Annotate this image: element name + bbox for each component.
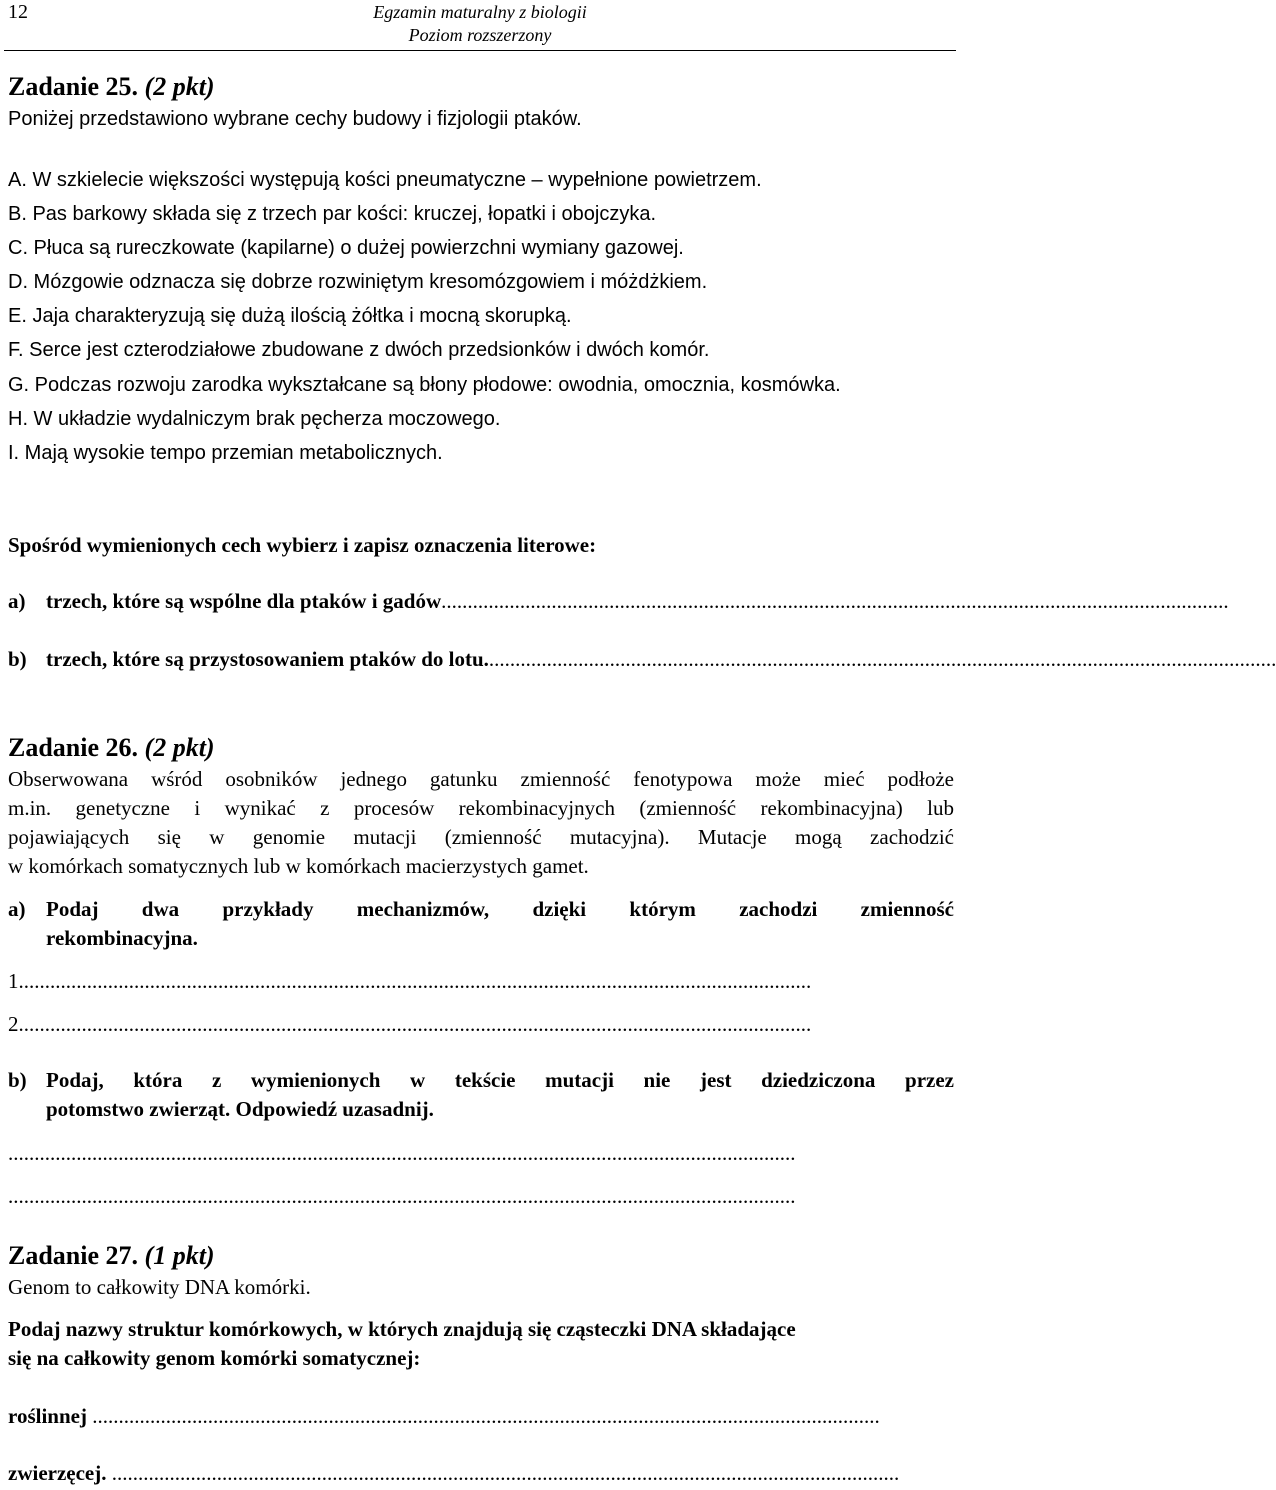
task-27-heading [8, 1241, 215, 1271]
task-26-question-b-label: b) [8, 1068, 27, 1092]
task-27-instruction-line-2: się na całkowity genom komórki somatycznej: [8, 1346, 421, 1370]
feature-h: H. W układzie wydalniczym brak pęcherza moczowego. [8, 408, 501, 430]
task-26-answer-1 [8, 967, 954, 995]
task-26-title: Zadanie 26. [8, 733, 139, 762]
answer-2-label: 2. [8, 1012, 24, 1036]
header-divider [4, 50, 956, 51]
task-26-answer-b-line-2 [8, 1182, 954, 1210]
feature-e: E. Jaja charakteryzują się dużą ilością żółtka i mocną skorupką. [8, 305, 572, 327]
plant-cell-field[interactable]: ...................................................................................................................................................... [92, 1404, 880, 1428]
answer-b-field-1[interactable]: ...................................................................................................................................................... [8, 1141, 796, 1165]
task-25-question-b [8, 645, 1276, 673]
animal-cell-label: zwierzęcej. [8, 1461, 107, 1485]
task-25-heading [8, 72, 215, 102]
task-26-question-a-label: a) [8, 897, 26, 921]
task-26-paragraph-line-4: w komórkach somatycznych lub w komórkach macierzystych gamet. [8, 854, 589, 878]
answer-1-field[interactable]: ...................................................................................................................................................... [23, 969, 812, 993]
task-26-answer-b-line-1 [8, 1139, 954, 1167]
task-26-paragraph-line-3: pojawiających się w genomie mutacji (zmienność mutacyjna). Mutacje mogą zachodzić [8, 825, 954, 849]
task-26-question-b-line-1: Podaj, która z wymienionych w tekście mutacji nie jest dziedziczona przez [46, 1068, 954, 1092]
answer-1-label: 1. [8, 969, 24, 993]
exam-title: Egzamin maturalny z biologii [373, 2, 587, 22]
answer-b-field-2[interactable]: ...................................................................................................................................................... [8, 1184, 796, 1208]
question-a-text: trzech, które są wspólne dla ptaków i gadów [46, 589, 442, 613]
feature-f: F. Serce jest czterodziałowe zbudowane z dwóch przedsionków i dwóch komór. [8, 339, 710, 361]
feature-a: A. W szkielecie większości występują kości pneumatyczne – wypełnione powietrzem. [8, 169, 762, 191]
task-25-intro: Poniżej przedstawiono wybrane cechy budowy i fizjologii ptaków. [8, 108, 582, 130]
task-27-instruction-line-1: Podaj nazwy struktur komórkowych, w których znajdują się cząsteczki DNA składające [8, 1317, 796, 1341]
task-25-title: Zadanie 25. [8, 72, 139, 101]
animal-cell-field[interactable]: ...................................................................................................................................................... [111, 1461, 900, 1485]
task-27-points: (1 pkt) [144, 1241, 215, 1270]
task-26-question-b-line-2: potomstwo zwierząt. Odpowiedź uzasadnij. [46, 1097, 434, 1121]
question-a-label: a) [8, 589, 26, 613]
task-26-question-a-line-1: Podaj dwa przykłady mechanizmów, dzięki którym zachodzi zmienność [46, 897, 954, 921]
feature-c: C. Płuca są rureczkowate (kapilarne) o dużej powierzchni wymiany gazowej. [8, 237, 684, 259]
task-26-paragraph-line-1: Obserwowana wśród osobników jednego gatunku zmienność fenotypowa może mieć podłoże [8, 767, 954, 791]
task-26-question-a-line-2: rekombinacyjna. [46, 926, 198, 950]
task-25-points: (2 pkt) [144, 72, 215, 101]
feature-i: I. Mają wysokie tempo przemian metabolicznych. [8, 442, 443, 464]
feature-b: B. Pas barkowy składa się z trzech par kości: kruczej, łopatki i obojczyka. [8, 203, 657, 225]
exam-level: Poziom rozszerzony [408, 25, 552, 45]
feature-d: D. Mózgowie odznacza się dobrze rozwiniętym kresomózgowiem i móżdżkiem. [8, 271, 708, 293]
question-b-label: b) [8, 647, 27, 671]
task-26-points: (2 pkt) [144, 733, 215, 762]
task-27-animal-answer [8, 1459, 954, 1487]
task-27-title: Zadanie 27. [8, 1241, 139, 1270]
plant-cell-label: roślinnej [8, 1404, 87, 1428]
task-26-paragraph-line-2: m.in. genetyczne i wynikać z procesów rekombinacyjnych (zmienność rekombinacyjna) lub [8, 796, 954, 820]
page-number: 12 [8, 1, 28, 23]
task-25-instruction: Spośród wymienionych cech wybierz i zapisz oznaczenia literowe: [8, 533, 597, 557]
answer-2-field[interactable]: ...................................................................................................................................................... [23, 1012, 812, 1036]
task-25-question-a [8, 587, 1229, 615]
answer-b-field[interactable]: ...................................................................................................................................................... [488, 647, 1276, 671]
answer-a-field[interactable]: ...................................................................................................................................................... [441, 589, 1229, 613]
task-26-answer-2 [8, 1010, 954, 1038]
feature-g: G. Podczas rozwoju zarodka wykształcane są błony płodowe: owodnia, omocznia, kosmówka. [8, 374, 841, 396]
task-27-intro: Genom to całkowity DNA komórki. [8, 1275, 311, 1299]
question-b-text: trzech, które są przystosowaniem ptaków do lotu. [46, 647, 489, 671]
task-26-heading [8, 733, 215, 763]
task-27-plant-answer [8, 1402, 954, 1430]
